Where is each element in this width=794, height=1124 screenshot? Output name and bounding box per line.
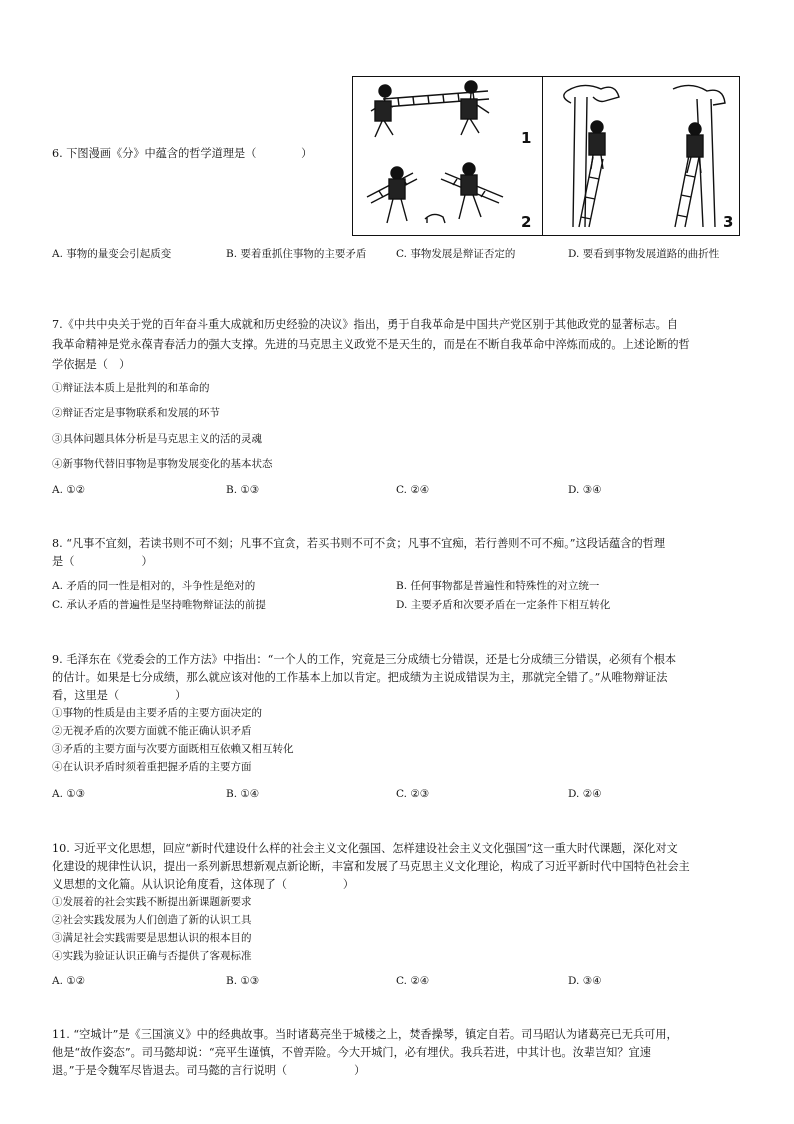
comic-divider <box>542 77 543 235</box>
q10-option-c[interactable]: C. ②④ <box>396 975 430 987</box>
panel-label-2: 2 <box>521 213 532 231</box>
q7-option-c[interactable]: C. ②④ <box>396 484 430 496</box>
q9-option-a[interactable]: A. ①③ <box>52 788 86 800</box>
q9-item-1: ①事物的性质是由主要矛盾的主要方面决定的 <box>52 707 262 719</box>
q6-option-c[interactable]: C. 事物发展是辩证否定的 <box>396 248 516 260</box>
q7-item-4: ④新事物代替旧事物是事物发展变化的基本状态 <box>52 458 273 470</box>
q8-option-c[interactable]: C. 承认矛盾的普遍性是坚持唯物辩证法的前提 <box>52 599 266 611</box>
q10-item-4: ④实践为验证认识正确与否提供了客观标准 <box>52 950 252 962</box>
q9-item-2: ②无视矛盾的次要方面就不能正确认识矛盾 <box>52 725 252 737</box>
q9-stem-line-2: 的估计。如果是七分成绩，那么就应该对他的工作基本上加以肯定。把成绩为主说成错误为主，那就完全错了。”从唯物辩证法 <box>52 671 668 684</box>
q10-stem-line-3: 义思想的文化篇。从认识论角度看，这体现了（ ） <box>52 878 355 891</box>
q10-stem-line-1: 10. 习近平文化思想，回应“新时代建设什么样的社会主义文化强国、怎样建设社会主义文化强国”这一重大时代课题，深化对文 <box>52 842 678 855</box>
panel-label-1: 1 <box>521 129 532 147</box>
q10-option-a[interactable]: A. ①② <box>52 975 86 987</box>
q9-option-c[interactable]: C. ②③ <box>396 788 430 800</box>
comic-illustration <box>353 77 741 237</box>
q6-stem: 6. 下图漫画《分》中蕴含的哲学道理是（ ） <box>52 147 313 160</box>
q7-option-d[interactable]: D. ③④ <box>568 484 602 496</box>
q8-stem-line-1: 8. “凡事不宜刻，若读书则不可不刻；凡事不宜贪，若买书则不可不贪；凡事不宜痴，若行善则不可不痴。”这段话蕴含的哲理 <box>52 537 666 550</box>
q9-stem-line-1: 9. 毛泽东在《党委会的工作方法》中指出：“一个人的工作，究竟是三分成绩七分错误，还是七分成绩三分错误，必须有个根本 <box>52 653 677 666</box>
q9-item-4: ④在认识矛盾时须着重把握矛盾的主要方面 <box>52 761 252 773</box>
q11-stem-line-2: 他是“故作姿态”。司马懿却说：“亮平生谨慎，不曾弄险。今大开城门，必有埋伏。我兵若进，中其计也。汝辈岂知？宜速 <box>52 1046 651 1059</box>
q11-stem-line-3: 退。”于是令魏军尽皆退去。司马懿的言行说明（ ） <box>52 1064 366 1077</box>
q10-option-b[interactable]: B. ①③ <box>226 975 260 987</box>
q8-option-d[interactable]: D. 主要矛盾和次要矛盾在一定条件下相互转化 <box>396 599 611 611</box>
q10-stem-line-2: 化建设的规律性认识，提出一系列新思想新观点新论断，丰富和发展了马克思主义文化理论，构成了习近平新时代中国特色社会主 <box>52 860 690 873</box>
q10-option-d[interactable]: D. ③④ <box>568 975 602 987</box>
q8-stem-line-2: 是（ ） <box>52 555 153 568</box>
q11-stem-line-1: 11. “空城计”是《三国演义》中的经典故事。当时诸葛亮坐于城楼之上，焚香操琴，镇定自若。司马昭认为诸葛亮已无兵可用， <box>52 1028 678 1041</box>
q7-option-b[interactable]: B. ①③ <box>226 484 260 496</box>
q6-option-b[interactable]: B. 要着重抓住事物的主要矛盾 <box>226 248 367 260</box>
q7-option-a[interactable]: A. ①② <box>52 484 86 496</box>
q7-item-2: ②辩证否定是事物联系和发展的环节 <box>52 407 220 419</box>
q7-stem-line-2: 我革命精神是党永葆青春活力的强大支撑。先进的马克思主义政党不是天生的，而是在不断自我革命中淬炼而成的。上述论断的哲 <box>52 338 690 351</box>
q7-item-3: ③具体问题具体分析是马克思主义的活的灵魂 <box>52 433 262 445</box>
q8-option-a[interactable]: A. 矛盾的同一性是相对的，斗争性是绝对的 <box>52 580 256 592</box>
q10-item-3: ③满足社会实践需要是思想认识的根本目的 <box>52 932 252 944</box>
q7-item-1: ①辩证法本质上是批判的和革命的 <box>52 382 210 394</box>
q9-option-d[interactable]: D. ②④ <box>568 788 602 800</box>
q6-option-a[interactable]: A. 事物的量变会引起质变 <box>52 248 172 260</box>
q8-option-b[interactable]: B. 任何事物都是普遍性和特殊性的对立统一 <box>396 580 600 592</box>
q7-stem-line-3: 学依据是（ ） <box>52 358 131 371</box>
comic-fen <box>352 76 740 236</box>
q7-stem-line-1: 7.《中共中央关于党的百年奋斗重大成就和历史经验的决议》指出，勇于自我革命是中国共产党区别于其他政党的显著标志。自 <box>52 318 678 331</box>
q9-item-3: ③矛盾的主要方面与次要方面既相互依赖又相互转化 <box>52 743 294 755</box>
q9-stem-line-3: 看，这里是（ ） <box>52 689 187 702</box>
q10-item-1: ①发展着的社会实践不断提出新课题新要求 <box>52 896 252 908</box>
q6-option-d[interactable]: D. 要看到事物发展道路的曲折性 <box>568 248 720 260</box>
panel-label-3: 3 <box>723 213 734 231</box>
q9-option-b[interactable]: B. ①④ <box>226 788 260 800</box>
q10-item-2: ②社会实践发展为人们创造了新的认识工具 <box>52 914 252 926</box>
